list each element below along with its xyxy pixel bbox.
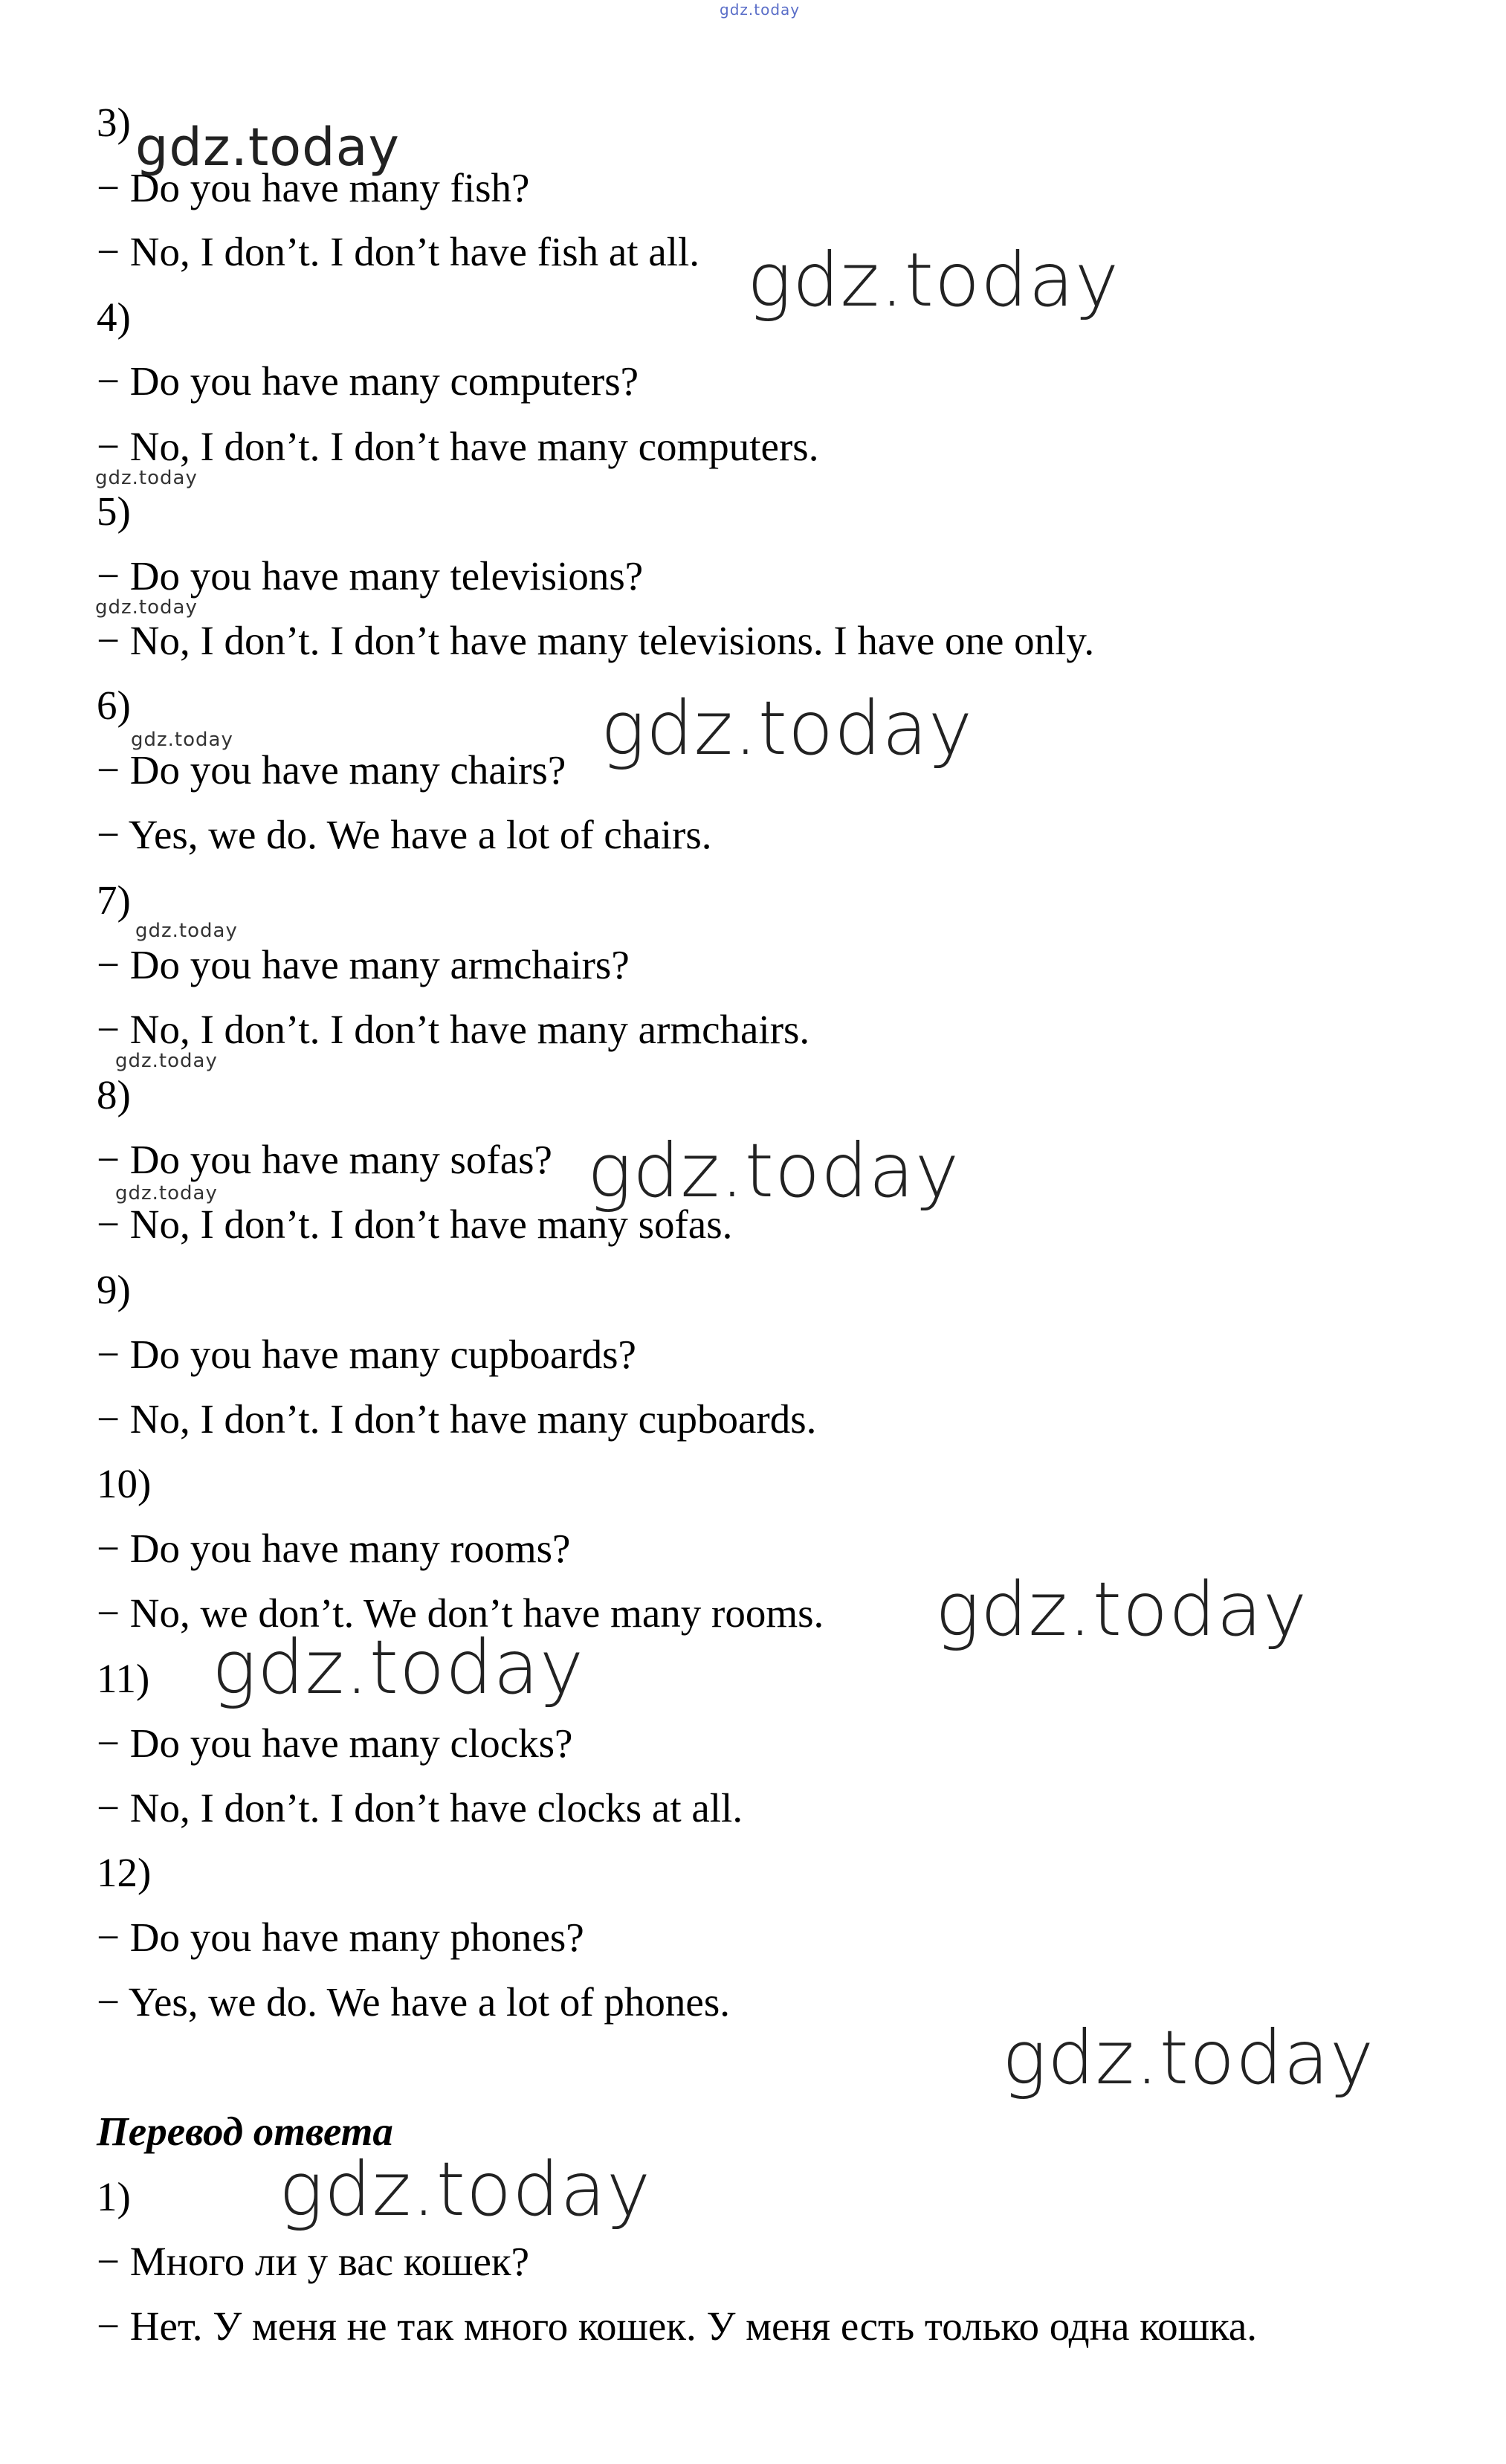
item-number: 4) <box>97 294 131 340</box>
question-line: − Do you have many computers? <box>97 358 639 404</box>
answer-line: − No, I don’t. I don’t have many computers. <box>97 424 819 469</box>
item-number: 10) <box>97 1461 152 1506</box>
answer-line: − No, I don’t. I don’t have many armchairs. <box>97 1007 810 1052</box>
watermark: gdz.today <box>135 117 400 178</box>
answer-line: − Yes, we do. We have a lot of phones. <box>97 1979 730 2025</box>
question-line: − Do you have many sofas? <box>97 1137 552 1182</box>
question-line: − Do you have many chairs? <box>97 747 566 793</box>
item-number: 12) <box>97 1850 152 1895</box>
watermark: gdz.today <box>587 1127 960 1214</box>
answer-line: − Yes, we do. We have a lot of chairs. <box>97 812 712 857</box>
watermark: gdz.today <box>935 1566 1308 1653</box>
watermark-small: gdz.today <box>95 596 198 619</box>
item-number: 9) <box>97 1267 131 1312</box>
watermark-small: gdz.today <box>135 920 238 942</box>
question-line: − Do you have many armchairs? <box>97 942 630 987</box>
item-number: 1) <box>97 2174 131 2219</box>
answer-line: − No, I don’t. I don’t have many sofas. <box>97 1202 733 1247</box>
watermark-small: gdz.today <box>131 729 233 751</box>
watermark-small: gdz.today <box>115 1182 218 1204</box>
watermark: gdz.today <box>1002 2014 1375 2101</box>
answer-line: − No, I don’t. I don’t have many televisions. I have one only. <box>97 618 1095 663</box>
item-number: 5) <box>97 488 131 534</box>
answer-line: − No, we don’t. We don’t have many rooms. <box>97 1590 824 1636</box>
question-line: − Много ли у вас кошек? <box>97 2239 530 2284</box>
question-line: − Do you have many fish? <box>97 165 530 210</box>
question-line: − Do you have many cupboards? <box>97 1332 636 1377</box>
answer-line: − No, I don’t. I don’t have many cupboards. <box>97 1396 817 1442</box>
item-number: 7) <box>97 877 131 923</box>
item-number: 11) <box>97 1656 150 1701</box>
watermark-small: gdz.today <box>95 467 198 489</box>
item-number: 6) <box>97 683 131 728</box>
question-line: − Do you have many clocks? <box>97 1720 573 1766</box>
watermark: gdz.today <box>212 1624 585 1711</box>
answer-line: − No, I don’t. I don’t have clocks at all. <box>97 1785 743 1831</box>
watermark: gdz.today <box>279 2146 652 2233</box>
item-number: 3) <box>97 100 131 145</box>
item-number: 8) <box>97 1072 131 1117</box>
watermark-small: gdz.today <box>115 1050 218 1072</box>
watermark: gdz.today <box>601 685 974 772</box>
translation-heading: Перевод ответа <box>97 2109 393 2154</box>
watermark-top: gdz.today <box>720 1 801 19</box>
answer-line: − No, I don’t. I don’t have fish at all. <box>97 229 700 274</box>
answer-line: − Нет. У меня не так много кошек. У меня есть только одна кошка. <box>97 2303 1258 2349</box>
watermark: gdz.today <box>747 236 1120 323</box>
question-line: − Do you have many televisions? <box>97 553 644 599</box>
question-line: − Do you have many rooms? <box>97 1526 571 1571</box>
question-line: − Do you have many phones? <box>97 1915 584 1960</box>
